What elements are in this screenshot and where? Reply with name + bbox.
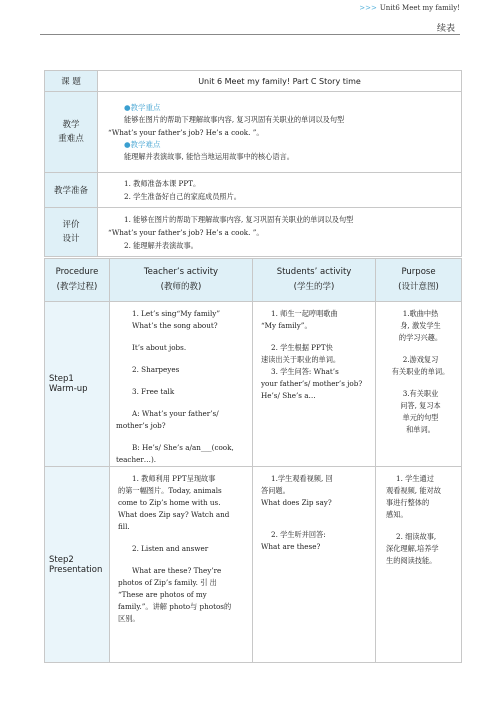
- key-points-label: 教学 重难点: [45, 92, 98, 173]
- students-activity-header: Students’ activity (学生的学): [253, 259, 376, 302]
- purpose-header: Purpose (设计意图): [376, 259, 462, 302]
- unit-header: [359, 4, 460, 12]
- evaluation-item-2: 2. 能理解并表演故事。: [124, 240, 198, 250]
- lesson-title: Unit 6 Meet my family! Part C Story time: [98, 71, 462, 92]
- step1-row: [45, 302, 462, 467]
- step2-teacher-activity: 1. 教师利用 PPT呈现故事 的第一幅图片。Today, animals come to Zip’s home with us. What does Zip say? Watch and fill. 2. Listen and answer What are these? They’re photos of Zip’s family. 引 出 “These are photos of my family.”。讲解 photo与 photos的 区别。: [110, 467, 253, 663]
- evaluation-item-1: 1. 能够在图片的帮助下理解故事内容, 复习巩固有关职业的单词以及句型: [124, 214, 354, 224]
- evaluation-label: 评价 设计: [45, 208, 98, 257]
- key-points-text-1: 能够在图片的帮助下理解故事内容, 复习巩固有关职业的单词以及句型: [124, 114, 345, 124]
- step1-label: Step1 Warm-up: [45, 302, 110, 467]
- step2-students-activity: 1.学生观看视频, 回 答问题。 What does Zip say? 2. 学生听并回答: What are these?: [253, 467, 376, 663]
- step2-row: [45, 467, 462, 663]
- step2-label: Step2 Presentation: [45, 467, 110, 663]
- process-header-row: [45, 259, 462, 302]
- teacher-activity-header: Teacher’s activity (教师的教): [110, 259, 253, 302]
- unit-label: Unit6 Meet my family!: [379, 4, 460, 12]
- difficult-points-text: 能理解并表演故事, 能恰当地运用故事中的核心语言。: [124, 151, 294, 161]
- page-header: [0, 4, 500, 68]
- preparation-label: 教学准备: [45, 173, 98, 208]
- key-points-heading: ●教学重点: [124, 102, 161, 112]
- procedure-header: Procedure (教学过程): [45, 259, 110, 302]
- step1-students-activity: 1. 师生一起哼唱歌曲 “My family”。 2. 学生根据 PPT快 速读出关于职业的单词。 3. 学生问答: What’s your father’s/ mother’s job? He’s/ She’s a…: [253, 302, 376, 467]
- teaching-process-table: [44, 258, 462, 663]
- step1-teacher-activity: 1. Let’s sing“My family” What’s the song about? It’s about jobs. 2. Sharpeyes 3. Free talk A: What’s your father’s/ mother’s job? B: He’s/ She’s a/an___(cook, teacher…).: [110, 302, 253, 467]
- step2-purpose: 1. 学生通过 观看视频, 能对故 事进行整体的 感知。 2. 细读故事, 深化理解,培养学 生的阅读技能。: [376, 467, 462, 663]
- preparation-item-2: 2. 学生准备好自己的家庭成员照片。: [124, 192, 241, 201]
- evaluation-cell: [98, 208, 462, 257]
- topic-label: 课 题: [45, 71, 98, 92]
- continued-label: 续表: [436, 24, 455, 34]
- preparation-item-1: 1. 教师准备本课 PPT。: [124, 179, 201, 188]
- arrows-icon: >>>: [359, 4, 377, 12]
- preparation-cell: [98, 173, 462, 208]
- evaluation-item-1b: “What’s your father’s job? He’s a cook. ”。: [108, 227, 264, 237]
- key-points-text-2: “What’s your father’s job? He’s a cook. ”。: [108, 127, 264, 137]
- lesson-info-table: [44, 70, 462, 257]
- header-rule: [40, 34, 460, 35]
- key-points-cell: [98, 92, 462, 173]
- difficult-points-heading: ●教学难点: [124, 139, 161, 149]
- step1-purpose: 1.歌曲中热 身, 激发学生 的学习兴趣。 2.游戏复习 有关职业的单词。 3.有关职业 问答, 复习本 单元的句型 和单词。: [376, 302, 462, 467]
